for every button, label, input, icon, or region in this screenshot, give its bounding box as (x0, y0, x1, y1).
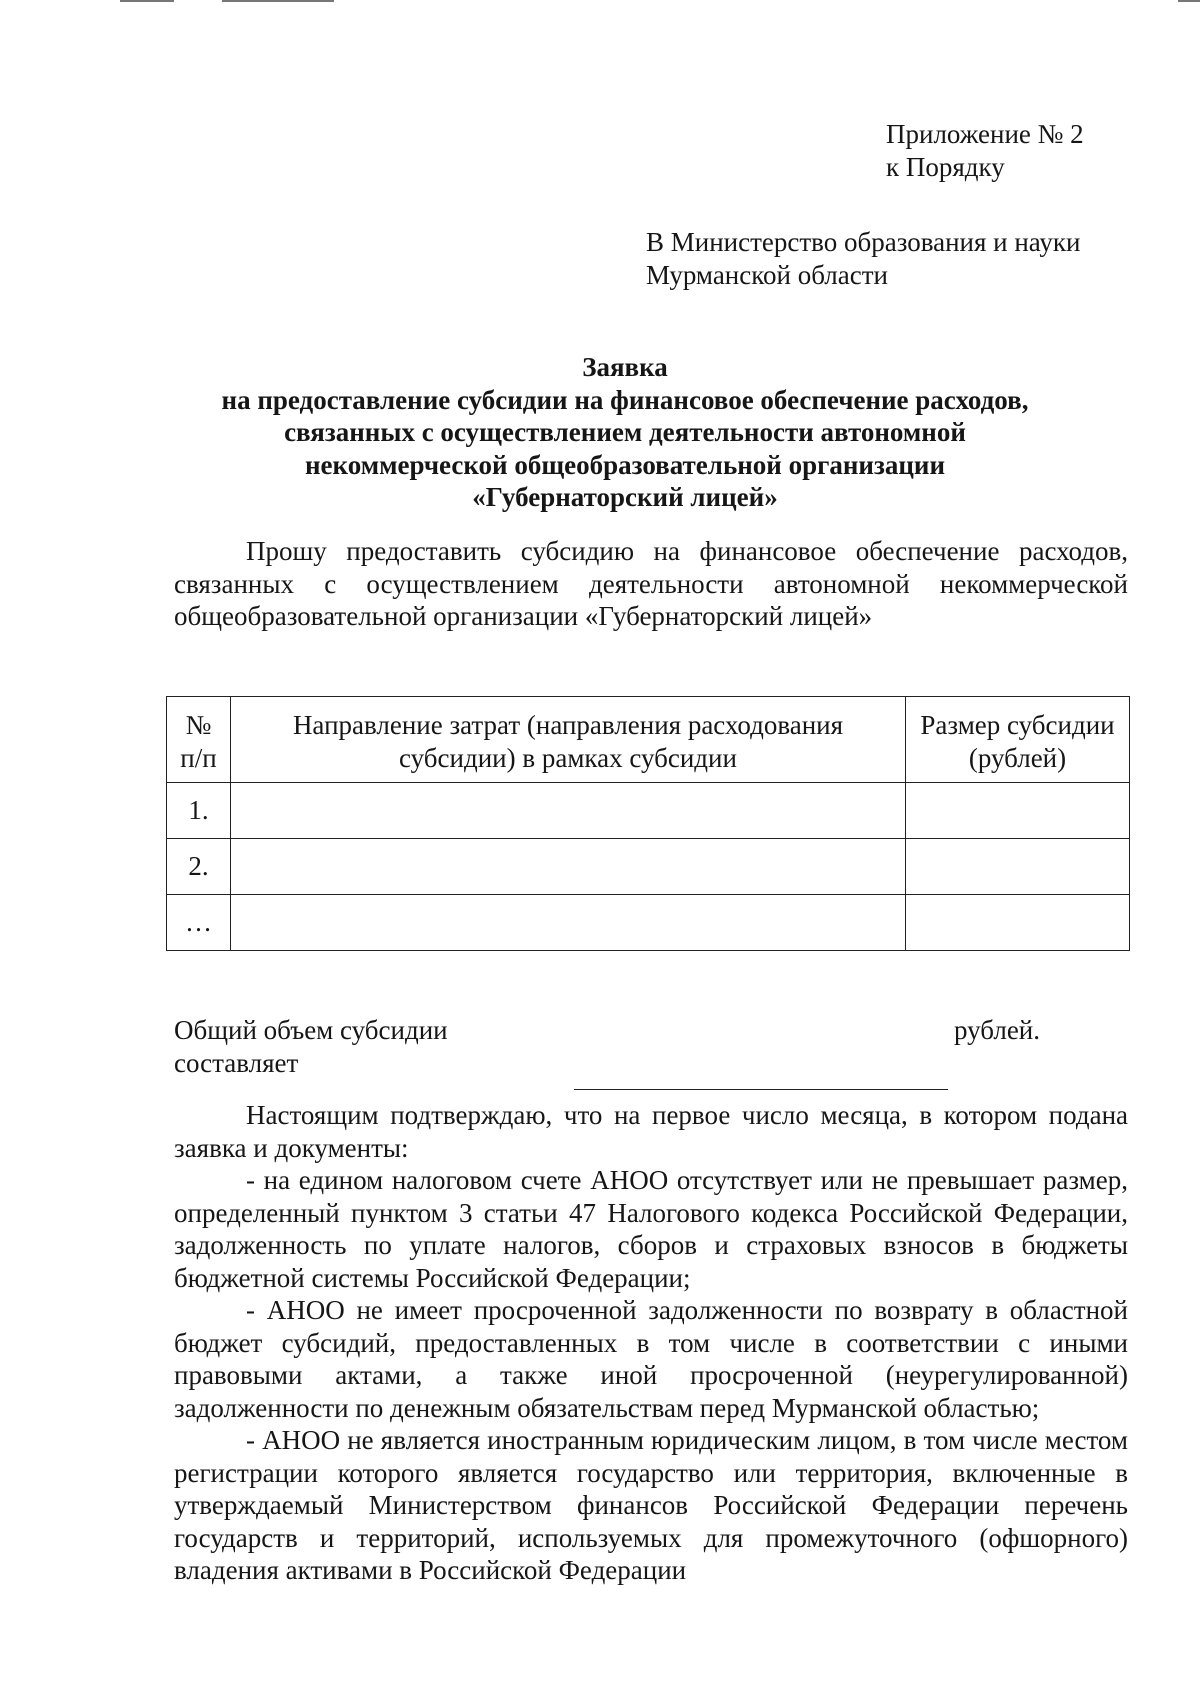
header-number-line-1: № (185, 710, 212, 740)
table-row (167, 895, 1130, 951)
header-direction (231, 697, 906, 783)
confirmation-intro: Настоящим подтверждаю, что на первое число месяца, в котором подана заявка и документы: (174, 1100, 1128, 1163)
title-line-4: некоммерческой общеобразовательной организации (304, 449, 945, 480)
header-amount-line-1: Размер субсидии (920, 710, 1115, 740)
header-amount-line-2: (рублей) (968, 742, 1067, 773)
header-amount (906, 697, 1130, 783)
total-unit: рублей. (954, 1015, 1041, 1045)
request-paragraph: Прошу предоставить субсидию на финансовое обеспечение расходов, связанных с осуществлением деятельности автономной некоммерческой общеобразовательной организации «Губернаторский лицей» (174, 536, 1128, 631)
header-number (167, 697, 231, 783)
total-label-line-2: составляет (174, 1047, 299, 1078)
title-line-5: «Губернаторский лицей» (472, 482, 778, 512)
row-direction-cell[interactable] (231, 839, 906, 895)
confirmation-item-1: - на едином налоговом счете АНОО отсутствует или не превышает размер, определенный пунктом 3 статьи 47 Налогового кодекса Российской Федерации, задолженность по уплате налогов, сборов и страховых взносов в бюджеты бюджетной системы Российской Федерации; (174, 1165, 1128, 1293)
addressee-block (646, 226, 1166, 291)
total-amount-blank[interactable] (574, 1089, 948, 1090)
table-row (167, 783, 1130, 839)
title-line-3: связанных с осуществлением деятельности автономной (284, 417, 966, 447)
row-number: … (167, 895, 231, 951)
title-line-2: на предоставление субсидии на финансовое обеспечение расходов, (221, 384, 1029, 415)
header-direction-line-1: Направление затрат (направления расходования (292, 710, 844, 740)
scan-artifact-line (120, 0, 174, 2)
row-number: 1. (167, 783, 231, 839)
subsidy-table (166, 696, 1130, 951)
document-title (160, 351, 1090, 514)
appendix-line-2: к Порядку (886, 151, 1005, 182)
title-line-1: Заявка (582, 352, 668, 382)
row-amount-cell[interactable] (906, 895, 1130, 951)
confirmation-item-2: - АНОО не имеет просроченной задолженности по возврату в областной бюджет субсидий, предоставленных в том числе в соответствии с иными правовыми актами, а также иной просроченной (неурегулированной) задолженности по денежным обязательствам перед Мурманской областью; (174, 1295, 1128, 1423)
appendix-reference (886, 118, 1176, 183)
row-amount-cell[interactable] (906, 783, 1130, 839)
total-label (174, 1014, 514, 1079)
confirmation-body (174, 1099, 1128, 1587)
total-label-line-1: Общий объем субсидии (174, 1015, 448, 1045)
header-direction-line-2: субсидии) в рамках субсидии (399, 742, 737, 773)
header-number-line-2: п/п (180, 742, 217, 773)
confirmation-item-3: - АНОО не является иностранным юридическим лицом, в том числе местом регистрации которого является государство или территория, включенные в утверждаемый Министерством финансов Российской Федерации перечень государств и территорий, используемых для промежуточного (офшорного) владения активами в Российской Федерации (174, 1425, 1128, 1585)
row-direction-cell[interactable] (231, 783, 906, 839)
addressee-line-2: Мурманской области (646, 259, 888, 290)
scan-artifact-line (1178, 0, 1200, 2)
appendix-line-1: Приложение № 2 (886, 119, 1084, 149)
addressee-line-1: В Министерство образования и науки (646, 227, 1081, 257)
row-amount-cell[interactable] (906, 839, 1130, 895)
table-row (167, 839, 1130, 895)
table-header-row (167, 697, 1130, 783)
row-direction-cell[interactable] (231, 895, 906, 951)
row-number: 2. (167, 839, 231, 895)
scan-artifact-line (222, 0, 334, 2)
